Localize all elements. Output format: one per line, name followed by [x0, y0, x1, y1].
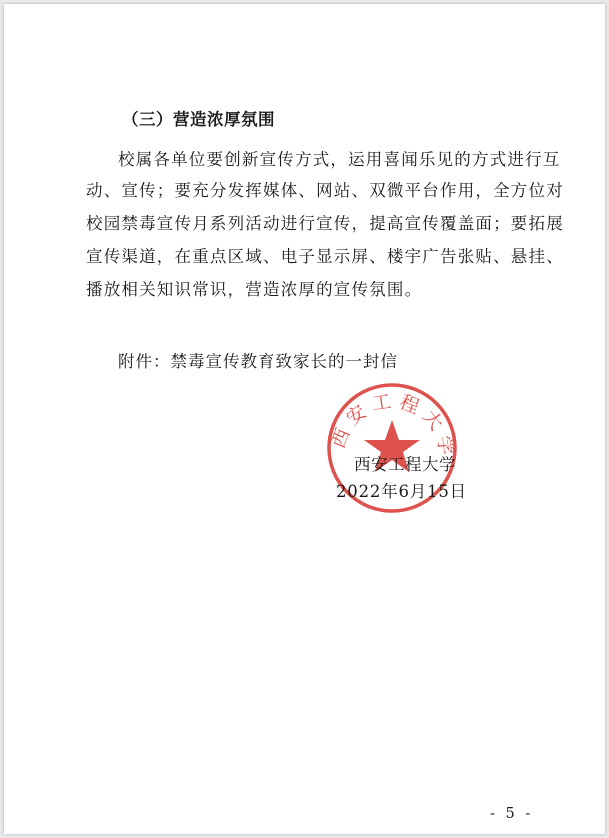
paragraph-line: 动、宣传；要充分发挥媒体、网站、双微平台作用，全方位对 — [86, 181, 564, 200]
signer: 西安工程大学 — [354, 455, 456, 474]
section-heading: （三）营造浓厚氛围 — [122, 110, 275, 129]
attachment-line: 附件：禁毒宣传教育致家长的一封信 — [118, 352, 398, 371]
paragraph-line: 播放相关知识常识，营造浓厚的宣传氛围。 — [86, 280, 423, 299]
paragraph-line: 宣传渠道，在重点区域、电子显示屏、楼宇广告张贴、悬挂、 — [86, 247, 564, 266]
paragraph-line: 校属各单位要创新宣传方式，运用喜闻乐见的方式进行互 — [118, 150, 561, 169]
document-page — [4, 4, 605, 834]
page-number: - 5 - — [490, 806, 534, 822]
paragraph-line: 校园禁毒宣传月系列活动进行宣传，提高宣传覆盖面；要拓展 — [86, 214, 564, 233]
svg-text:西安工程大学: 西安工程大学 — [327, 389, 459, 463]
date: 2022年6月15日 — [336, 482, 467, 501]
